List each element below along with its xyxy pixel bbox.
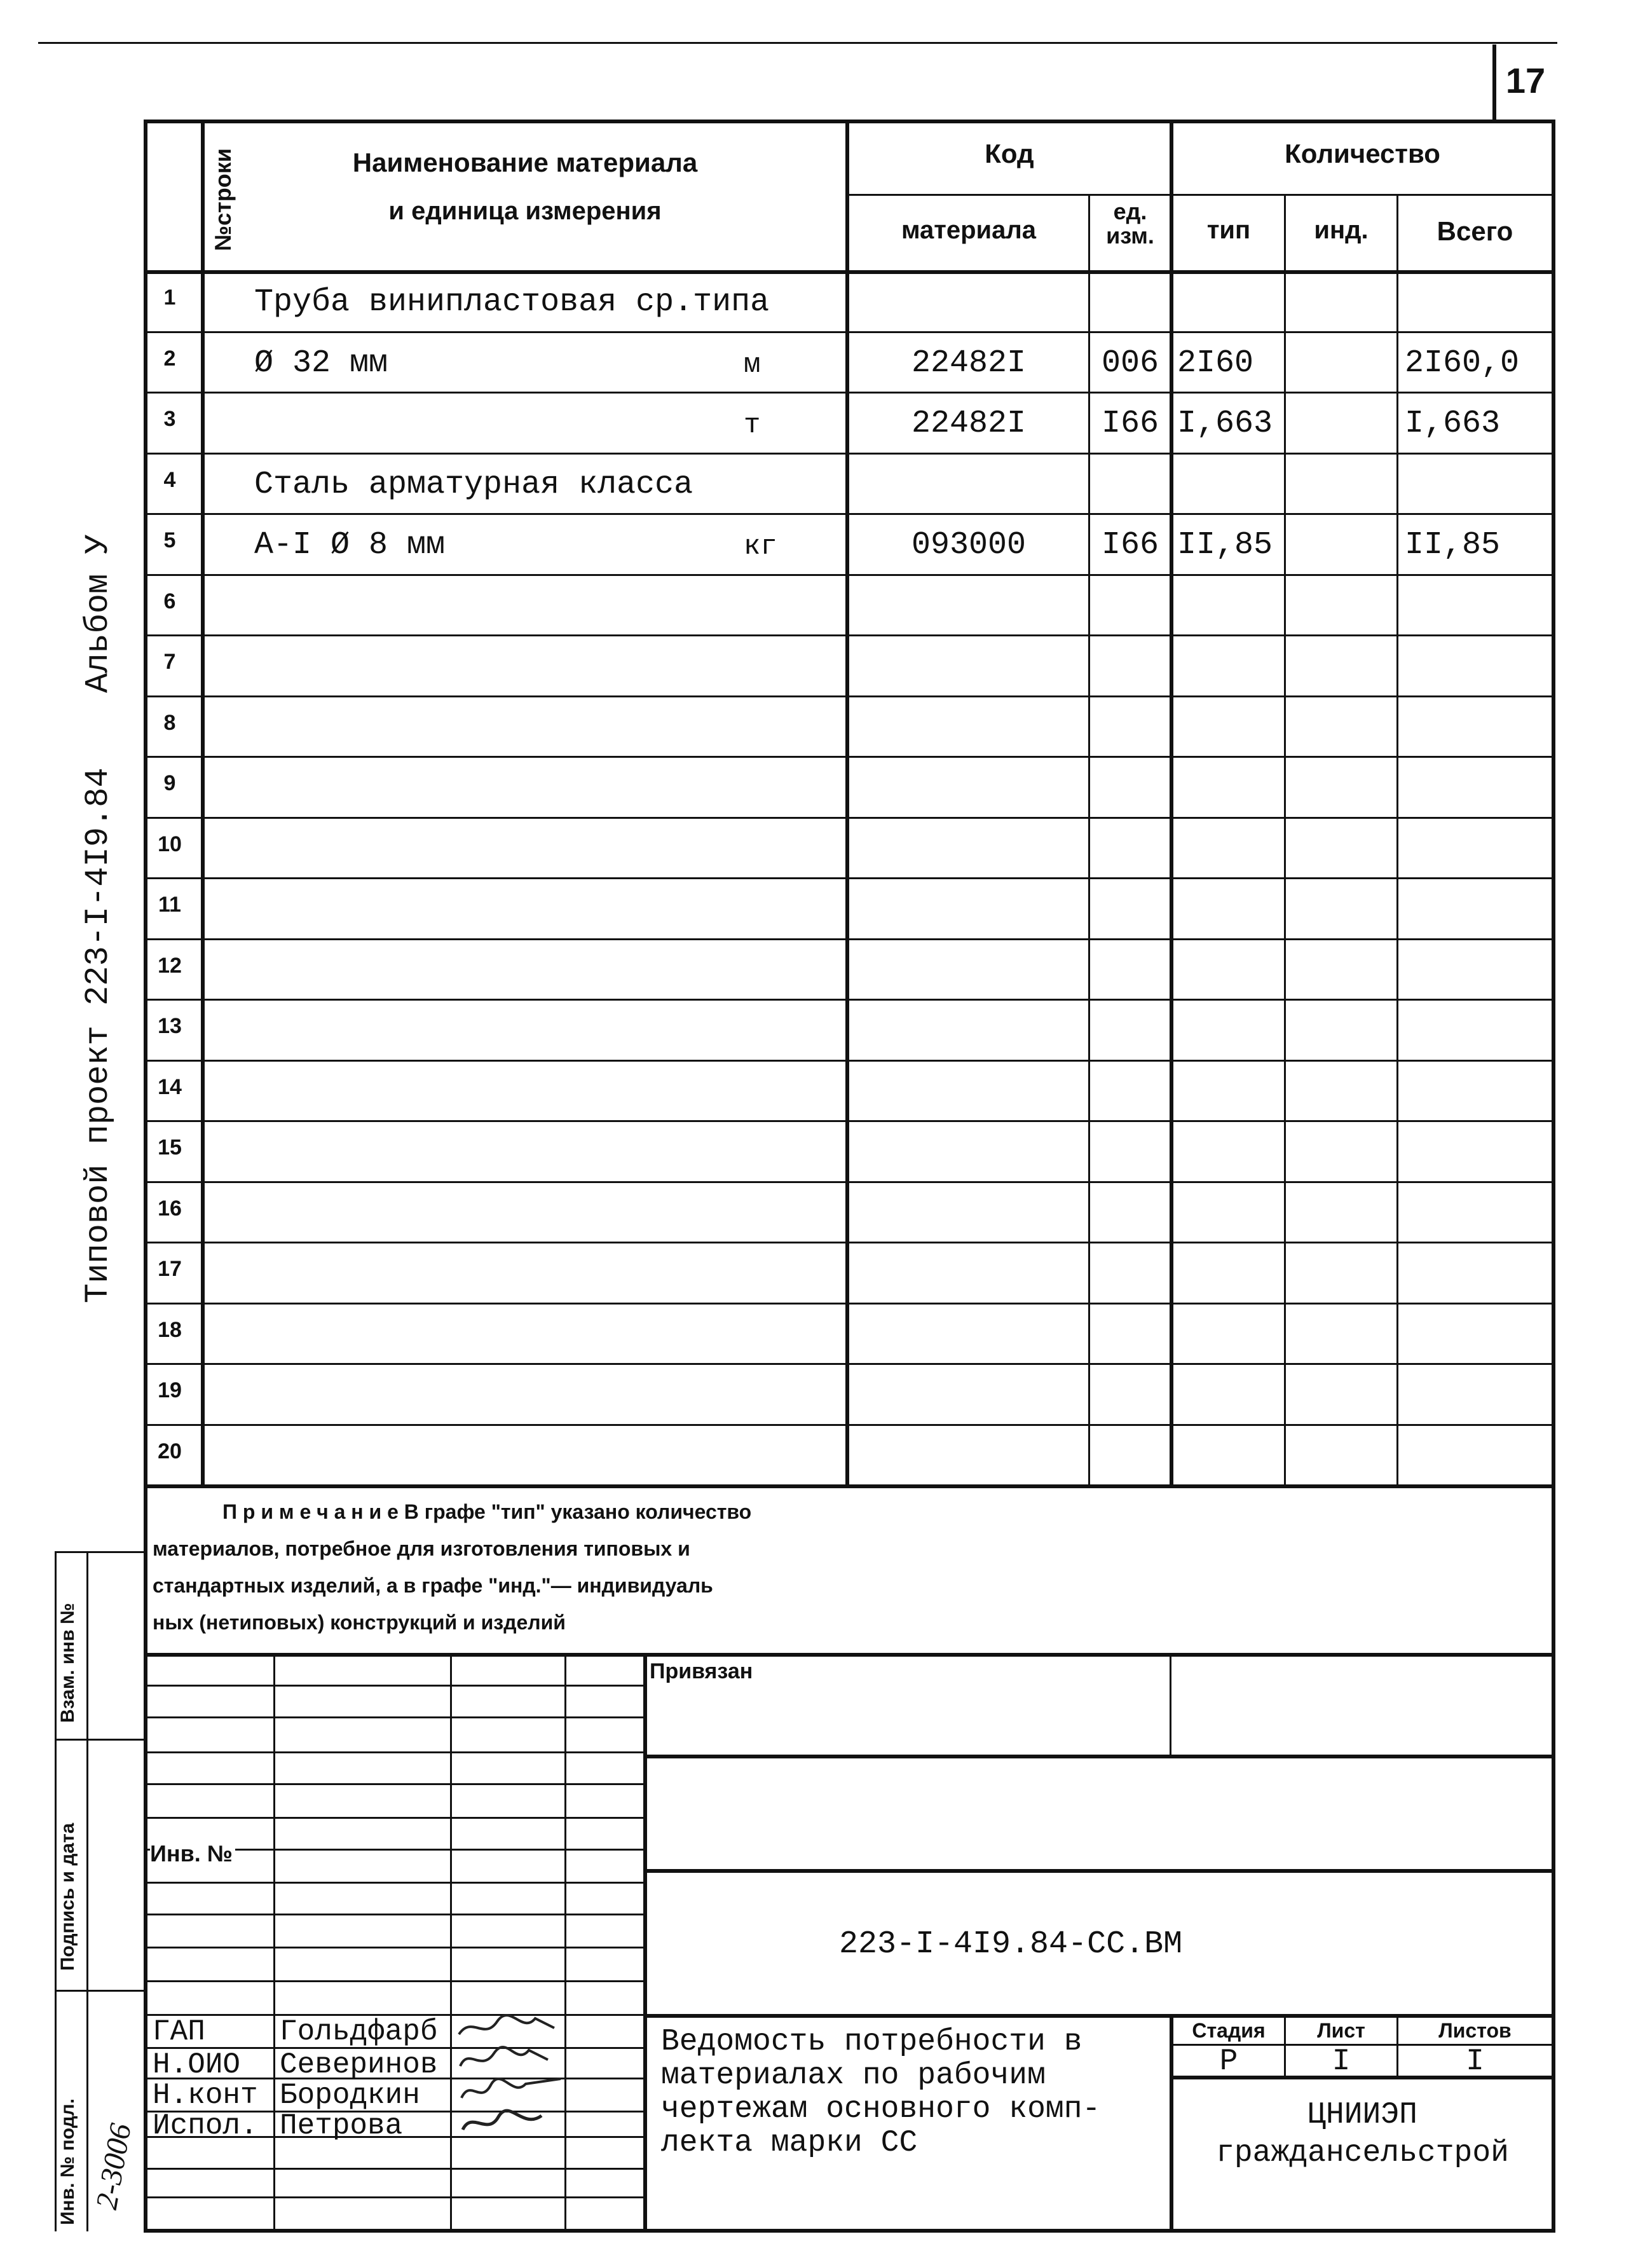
row-unit-code: I66	[1101, 406, 1159, 442]
inv-no-label: Инв. №	[150, 1840, 235, 1867]
note-line4: ных (нетиповых) конструкций и изделий	[153, 1611, 566, 1634]
stamp-line-4	[144, 1783, 643, 1785]
col-unit-right	[1170, 120, 1173, 1486]
row-unit: м	[744, 348, 761, 381]
person-role: Испол.	[153, 2109, 258, 2142]
row-unit: кг	[744, 531, 777, 563]
side-album: Альбом У	[79, 534, 117, 693]
row-divider	[144, 453, 1555, 455]
row-name: Сталь арматурная класса	[254, 466, 693, 503]
row-number: 14	[158, 1074, 182, 1099]
stamp-divider	[643, 1653, 647, 2231]
row-divider	[144, 1060, 1555, 1062]
doc-title-2: материалах по рабочим	[661, 2058, 1046, 2093]
doc-title-1: Ведомость потребности в	[661, 2025, 1082, 2059]
row-type: I,663	[1177, 406, 1273, 442]
row-name: Труба винипластовая ср.типа	[254, 284, 770, 320]
row-number: 5	[163, 528, 176, 552]
col-type-right	[1284, 194, 1286, 1486]
side-label-inv-podl: Инв. № подл.	[57, 2098, 78, 2225]
person-role: Н.ОИО	[153, 2048, 241, 2081]
row-number: 12	[158, 953, 182, 978]
side-strip-right	[86, 1551, 88, 2231]
stamp-line-16	[144, 2168, 643, 2170]
stamp-right-line-3	[643, 2014, 1555, 2018]
person-name: Северинов	[280, 2048, 438, 2081]
table-bottom	[144, 1484, 1555, 1488]
row-divider	[144, 756, 1555, 758]
row-number: 4	[163, 467, 176, 492]
row-total: I,663	[1405, 406, 1501, 442]
stamp-top	[144, 1653, 1555, 1657]
row-divider	[144, 938, 1555, 940]
privyazan-divider	[1170, 1653, 1171, 1755]
row-number: 11	[158, 893, 181, 917]
row-code: 22482I	[911, 345, 1027, 381]
privyazan-label: Привязан	[650, 1659, 753, 1683]
stamp-line-7	[144, 1882, 643, 1884]
side-strip-div1	[55, 1551, 144, 1553]
row-number: 19	[158, 1378, 182, 1402]
row-divider	[144, 695, 1555, 697]
row-total: 2I60,0	[1405, 345, 1520, 381]
row-code: 22482I	[911, 406, 1027, 442]
sheet-value: I	[1332, 2044, 1351, 2079]
note-line1: П р и м е ч а н и е В графе "тип" указано количество	[222, 1500, 752, 1523]
row-divider	[144, 1120, 1555, 1122]
row-total: II,85	[1405, 527, 1501, 563]
row-divider	[144, 634, 1555, 636]
row-number: 18	[158, 1317, 182, 1342]
row-divider	[144, 999, 1555, 1001]
person-name: Гольдфарб	[280, 2015, 438, 2048]
row-number: 2	[163, 346, 176, 371]
frame-top	[144, 120, 1555, 123]
note-line3: стандартных изделий, а в графе "инд."— индивидуаль	[153, 1574, 713, 1597]
row-divider	[144, 1303, 1555, 1305]
stamp-line-9	[144, 1947, 643, 1948]
row-type: II,85	[1177, 527, 1273, 563]
row-number: 7	[163, 650, 176, 674]
col-name-right	[845, 120, 849, 1486]
row-unit-code: 006	[1101, 345, 1159, 381]
row-code: 093000	[911, 527, 1027, 563]
row-unit: т	[744, 409, 761, 441]
header-qty-ind: инд.	[1314, 216, 1369, 244]
row-divider	[144, 513, 1555, 515]
person-role: Н.конт	[153, 2079, 258, 2112]
signatures-icon	[453, 2009, 567, 2149]
row-number: 13	[158, 1014, 182, 1038]
row-divider	[144, 817, 1555, 819]
doc-title-3: чертежам основного комп-	[661, 2092, 1101, 2126]
stamp-line-10	[144, 1980, 643, 1982]
row-number: 15	[158, 1135, 182, 1160]
stamp-line-3	[144, 1751, 643, 1753]
doc-code: 223-I-4I9.84-СС.ВМ	[839, 1926, 1183, 1962]
frame-bottom	[144, 2229, 1555, 2233]
row-divider	[144, 574, 1555, 576]
top-border	[38, 42, 1557, 44]
sheets-label: Листов	[1438, 2019, 1512, 2042]
row-name: Ø 32 мм	[254, 345, 388, 381]
row-divider	[144, 877, 1555, 879]
row-number: 17	[158, 1257, 182, 1281]
header-code-unit: ед. изм.	[1106, 198, 1154, 249]
row-unit-code: I66	[1101, 527, 1159, 563]
person-role: ГАП	[153, 2015, 205, 2048]
header-code: Код	[985, 139, 1034, 168]
row-divider	[144, 1181, 1555, 1183]
header-name-line2: и единица измерения	[388, 197, 662, 225]
stamp-line-8	[144, 1914, 643, 1915]
row-divider	[144, 392, 1555, 394]
header-name-line1: Наименование материала	[352, 147, 698, 177]
side-label-podpis: Подпись и дата	[57, 1823, 78, 1971]
stamp-line-17	[144, 2196, 643, 2198]
person-name: Бородкин	[280, 2079, 420, 2112]
col-code-right	[1088, 194, 1090, 1486]
header-quantity: Количество	[1285, 139, 1440, 168]
stamp-col1	[273, 1653, 275, 2231]
side-strip-left	[55, 1551, 57, 2231]
note-line2: материалов, потребное для изготовления типовых и	[153, 1537, 690, 1560]
header-row-no: №строки	[210, 148, 236, 251]
row-number: 10	[158, 832, 182, 856]
row-type: 2I60	[1177, 345, 1254, 381]
header-qty-total: Всего	[1437, 216, 1513, 246]
stage-value: Р	[1219, 2044, 1238, 2079]
stamp-line-1	[144, 1685, 643, 1687]
col-ind-right	[1396, 194, 1398, 1486]
row-divider	[144, 331, 1555, 333]
side-label-vzam: Взам. инв №	[57, 1603, 78, 1723]
stamp-line-2	[144, 1716, 643, 1718]
sheets-value: I	[1466, 2044, 1484, 2079]
stamp-right-line-1	[643, 1755, 1555, 1758]
row-number: 16	[158, 1196, 182, 1221]
row-divider	[144, 1242, 1555, 1243]
row-divider	[144, 1363, 1555, 1365]
org-line2: граждансельстрой	[1216, 2136, 1509, 2170]
doc-title-4: лекта марки СС	[661, 2126, 918, 2160]
stage-label: Стадия	[1192, 2019, 1266, 2042]
side-strip-div2	[55, 1739, 144, 1741]
row-number: 3	[163, 407, 176, 431]
side-project: Типовой проект 223-I-4I9.84	[79, 767, 117, 1303]
header-code-material: материала	[901, 216, 1037, 244]
stamp-line-5	[144, 1817, 643, 1819]
page-number: 17	[1505, 60, 1546, 100]
handwritten-inv: 2-3006	[89, 2121, 138, 2212]
header-qty-type: тип	[1206, 216, 1251, 244]
row-name: A-I Ø 8 мм	[254, 527, 446, 563]
person-name: Петрова	[280, 2109, 403, 2142]
header-bottom	[144, 270, 1555, 274]
row-number: 8	[163, 710, 176, 735]
row-number: 6	[163, 589, 176, 613]
stamp-col2	[450, 1653, 452, 2231]
stamp-right-line-2	[643, 1869, 1555, 1873]
row-number: 20	[158, 1439, 182, 1463]
side-strip-div3	[55, 1990, 144, 1992]
org-line1: ЦНИИЭП	[1307, 2098, 1417, 2132]
row-divider	[144, 1424, 1555, 1426]
sheet-label: Лист	[1317, 2019, 1365, 2042]
row-number: 9	[163, 771, 176, 795]
header-sub-line	[845, 194, 1553, 196]
col-rownum-right	[201, 120, 205, 1486]
row-number: 1	[163, 285, 176, 310]
frame-right	[1552, 121, 1555, 2233]
